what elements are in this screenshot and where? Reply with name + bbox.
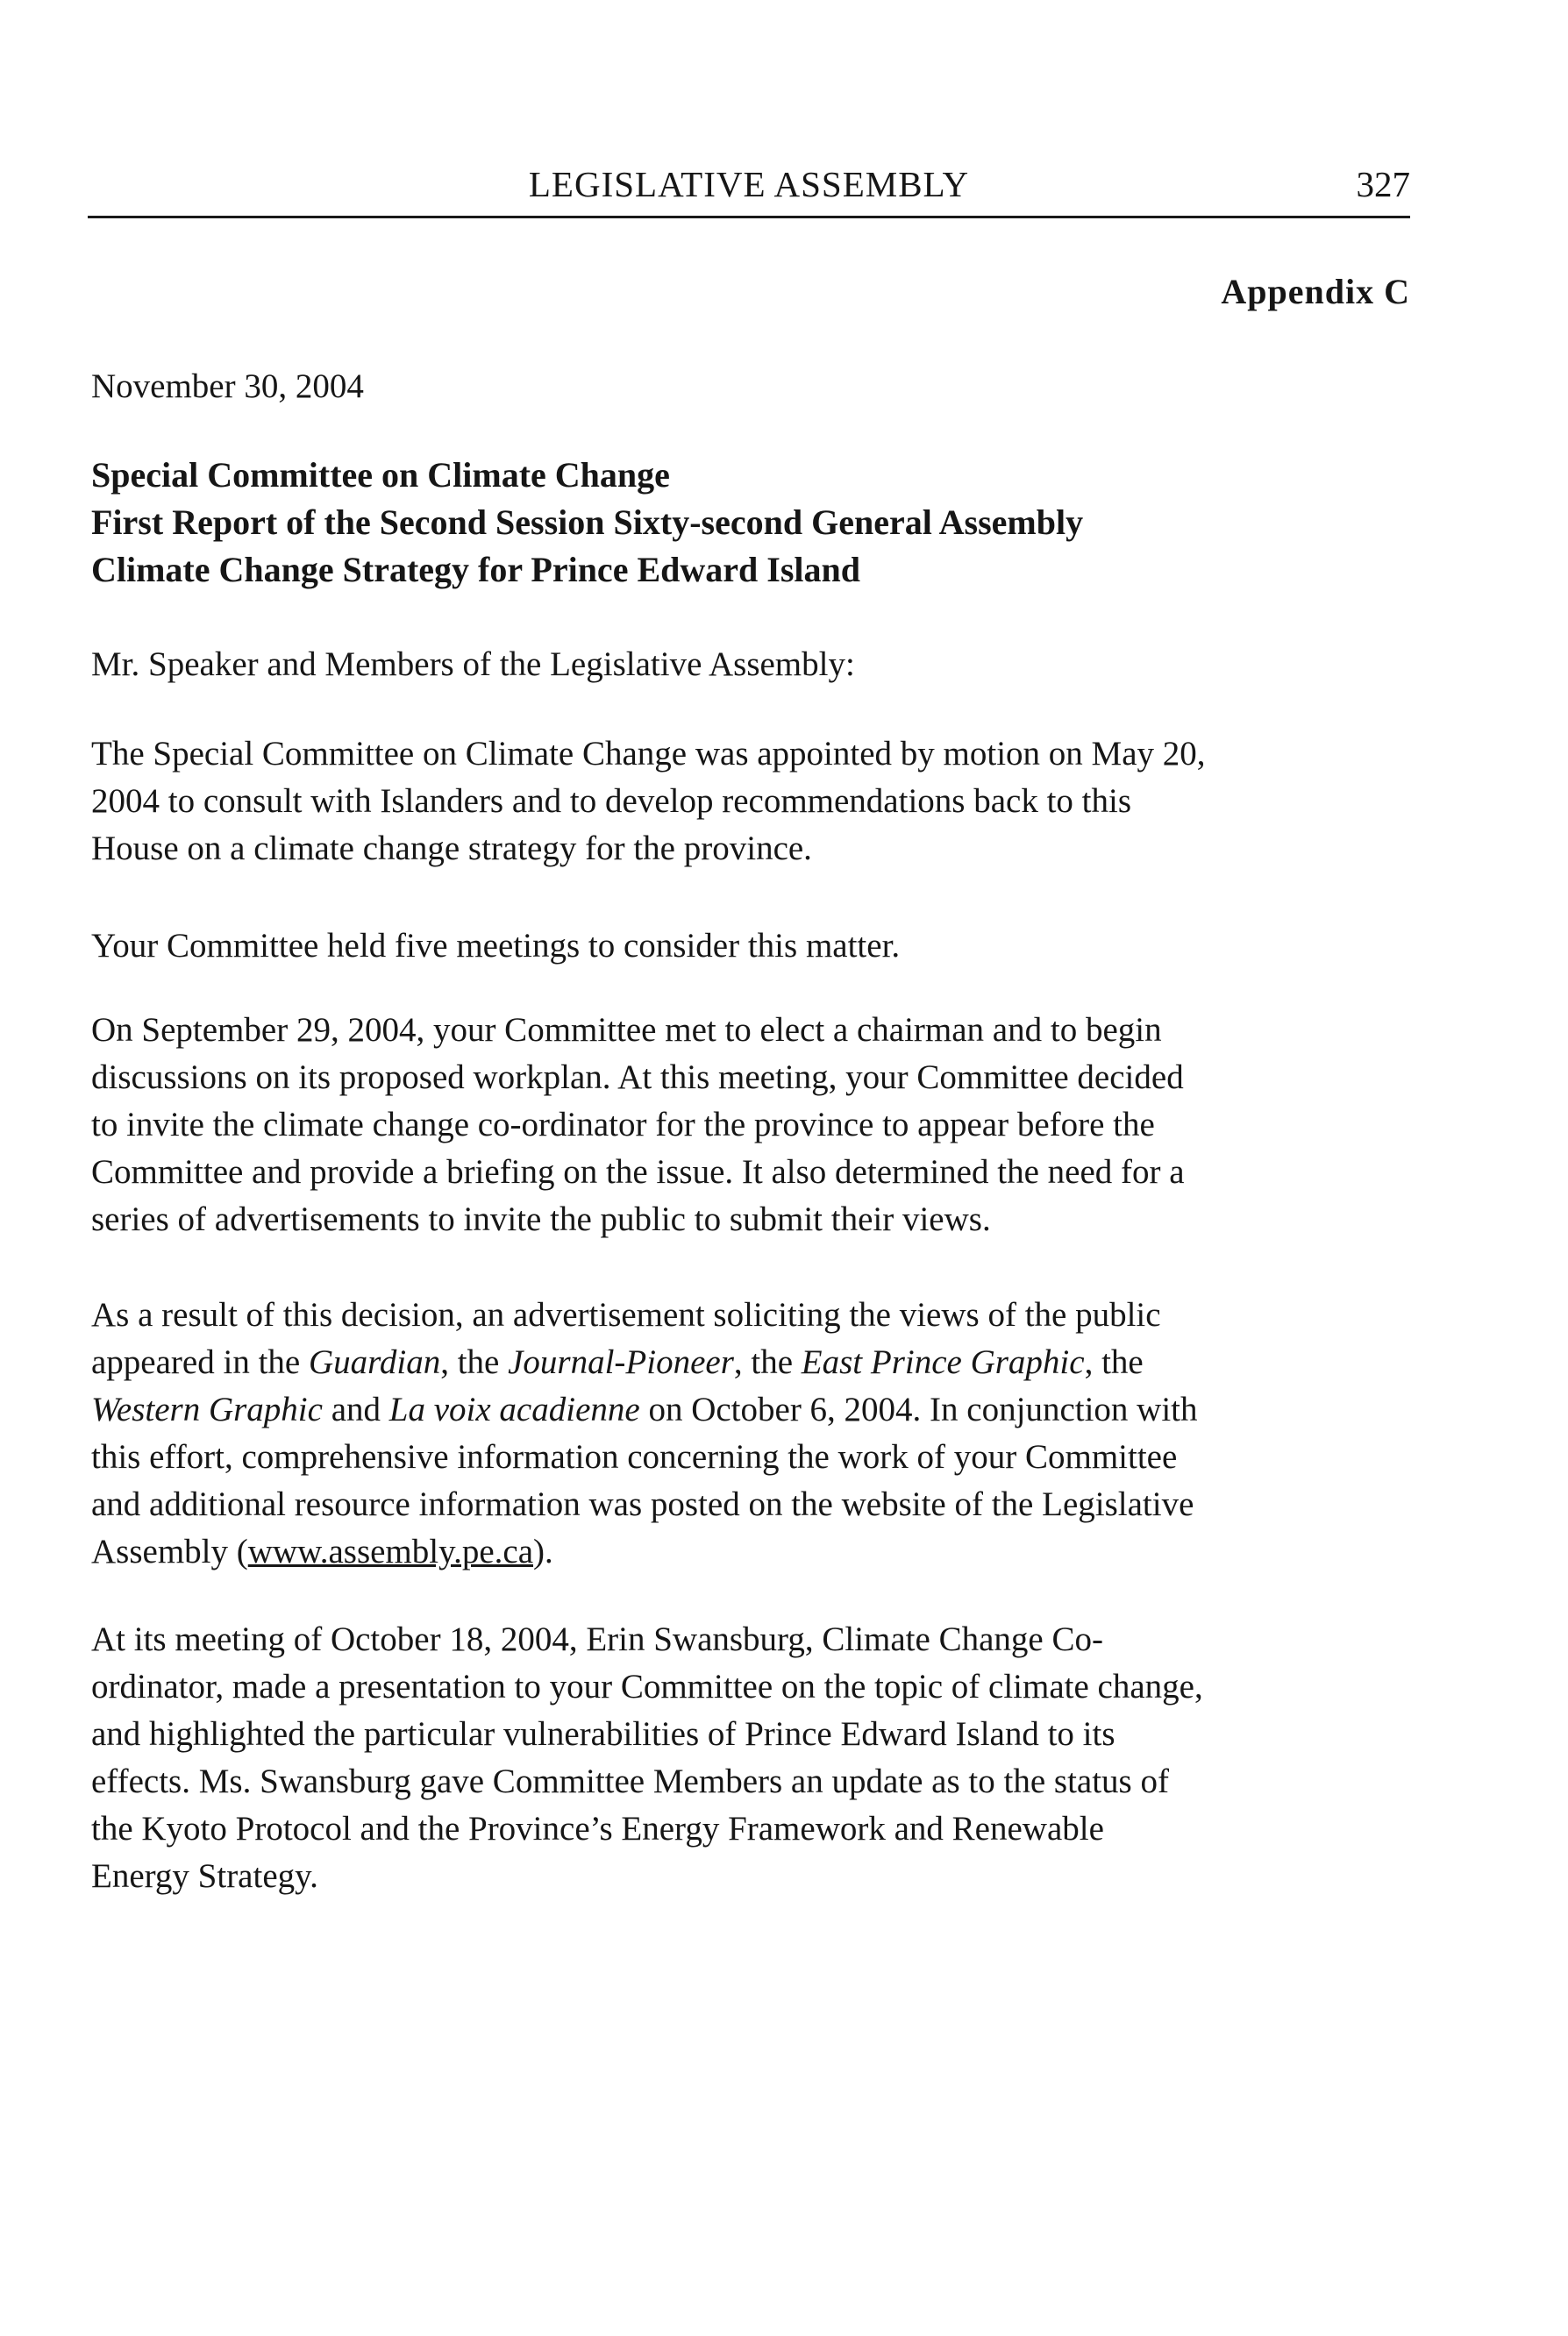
committee-title: Special Committee on Climate Change	[91, 455, 670, 495]
text-run: , the	[733, 1343, 802, 1381]
header-title: LEGISLATIVE ASSEMBLY	[528, 164, 970, 204]
paragraph-line: As a result of this decision, an advertisement soliciting the views of the public	[91, 1296, 1161, 1334]
paragraph-line: ordinator, made a presentation to your Committee on the topic of climate change,	[91, 1668, 1203, 1706]
paragraph-line: The Special Committee on Climate Change was appointed by motion on May 20,	[91, 735, 1206, 773]
publication-name: La voix acadienne	[388, 1391, 640, 1428]
paragraph-line: At its meeting of October 18, 2004, Erin Swansburg, Climate Change Co-	[91, 1620, 1103, 1658]
website-link[interactable]: www.assembly.pe.ca	[247, 1533, 534, 1570]
paragraph-appointment	[91, 730, 1424, 872]
paragraph-september-meeting	[91, 1007, 1424, 1243]
paragraph-line: Committee and provide a briefing on the issue. It also determined the need for a	[91, 1153, 1185, 1191]
text-run: , the	[440, 1343, 509, 1381]
paragraph-line: Your Committee held five meetings to consider this matter.	[91, 927, 901, 965]
paragraph-line: discussions on its proposed workplan. At this meeting, your Committee decided	[91, 1058, 1184, 1096]
text-run: on October 6, 2004. In conjunction with	[639, 1391, 1198, 1428]
paragraph-advertisement	[91, 1292, 1424, 1576]
running-header	[88, 156, 1410, 218]
publication-name: Guardian	[308, 1343, 441, 1381]
strategy-title: Climate Change Strategy for Prince Edward Island	[91, 550, 860, 589]
paragraph-meetings	[91, 922, 1424, 970]
paragraph-line: series of advertisements to invite the public to submit their views.	[91, 1200, 991, 1238]
report-title-block	[91, 452, 1407, 594]
text-run: , the	[1084, 1343, 1144, 1381]
page-number: 327	[1356, 164, 1410, 204]
text-run: Assembly (	[91, 1533, 248, 1570]
salutation: Mr. Speaker and Members of the Legislative Assembly:	[91, 645, 855, 683]
paragraph-line	[91, 1386, 1424, 1434]
text-run: appeared in the	[91, 1343, 309, 1381]
report-date: November 30, 2004	[91, 367, 364, 405]
paragraph-line: this effort, comprehensive information concerning the work of your Committee	[91, 1438, 1178, 1476]
paragraph-line	[91, 1528, 1424, 1576]
paragraph-line: to invite the climate change co-ordinator for the province to appear before the	[91, 1106, 1155, 1143]
paragraph-line	[91, 1339, 1424, 1386]
paragraph-line: effects. Ms. Swansburg gave Committee Members an update as to the status of	[91, 1763, 1169, 1800]
paragraph-line: the Kyoto Protocol and the Province’s Energy Framework and Renewable	[91, 1810, 1104, 1848]
text-run: and	[322, 1391, 389, 1428]
paragraph-line: 2004 to consult with Islanders and to develop recommendations back to this	[91, 782, 1132, 820]
paragraph-line: On September 29, 2004, your Committee met to elect a chairman and to begin	[91, 1011, 1162, 1049]
publication-name: East Prince Graphic	[801, 1343, 1085, 1381]
paragraph-line: and highlighted the particular vulnerabilities of Prince Edward Island to its	[91, 1715, 1115, 1753]
paragraph-line: Energy Strategy.	[91, 1857, 318, 1895]
publication-name: Western Graphic	[91, 1391, 323, 1428]
paragraph-line: and additional resource information was posted on the website of the Legislative	[91, 1485, 1194, 1523]
publication-name: Journal-Pioneer	[508, 1343, 734, 1381]
appendix-label: Appendix C	[1221, 272, 1410, 311]
paragraph-october-meeting	[91, 1616, 1424, 1900]
paragraph-line: House on a climate change strategy for the province.	[91, 830, 812, 867]
report-title: First Report of the Second Session Sixty-second General Assembly	[91, 502, 1084, 542]
text-run: ).	[533, 1533, 553, 1570]
